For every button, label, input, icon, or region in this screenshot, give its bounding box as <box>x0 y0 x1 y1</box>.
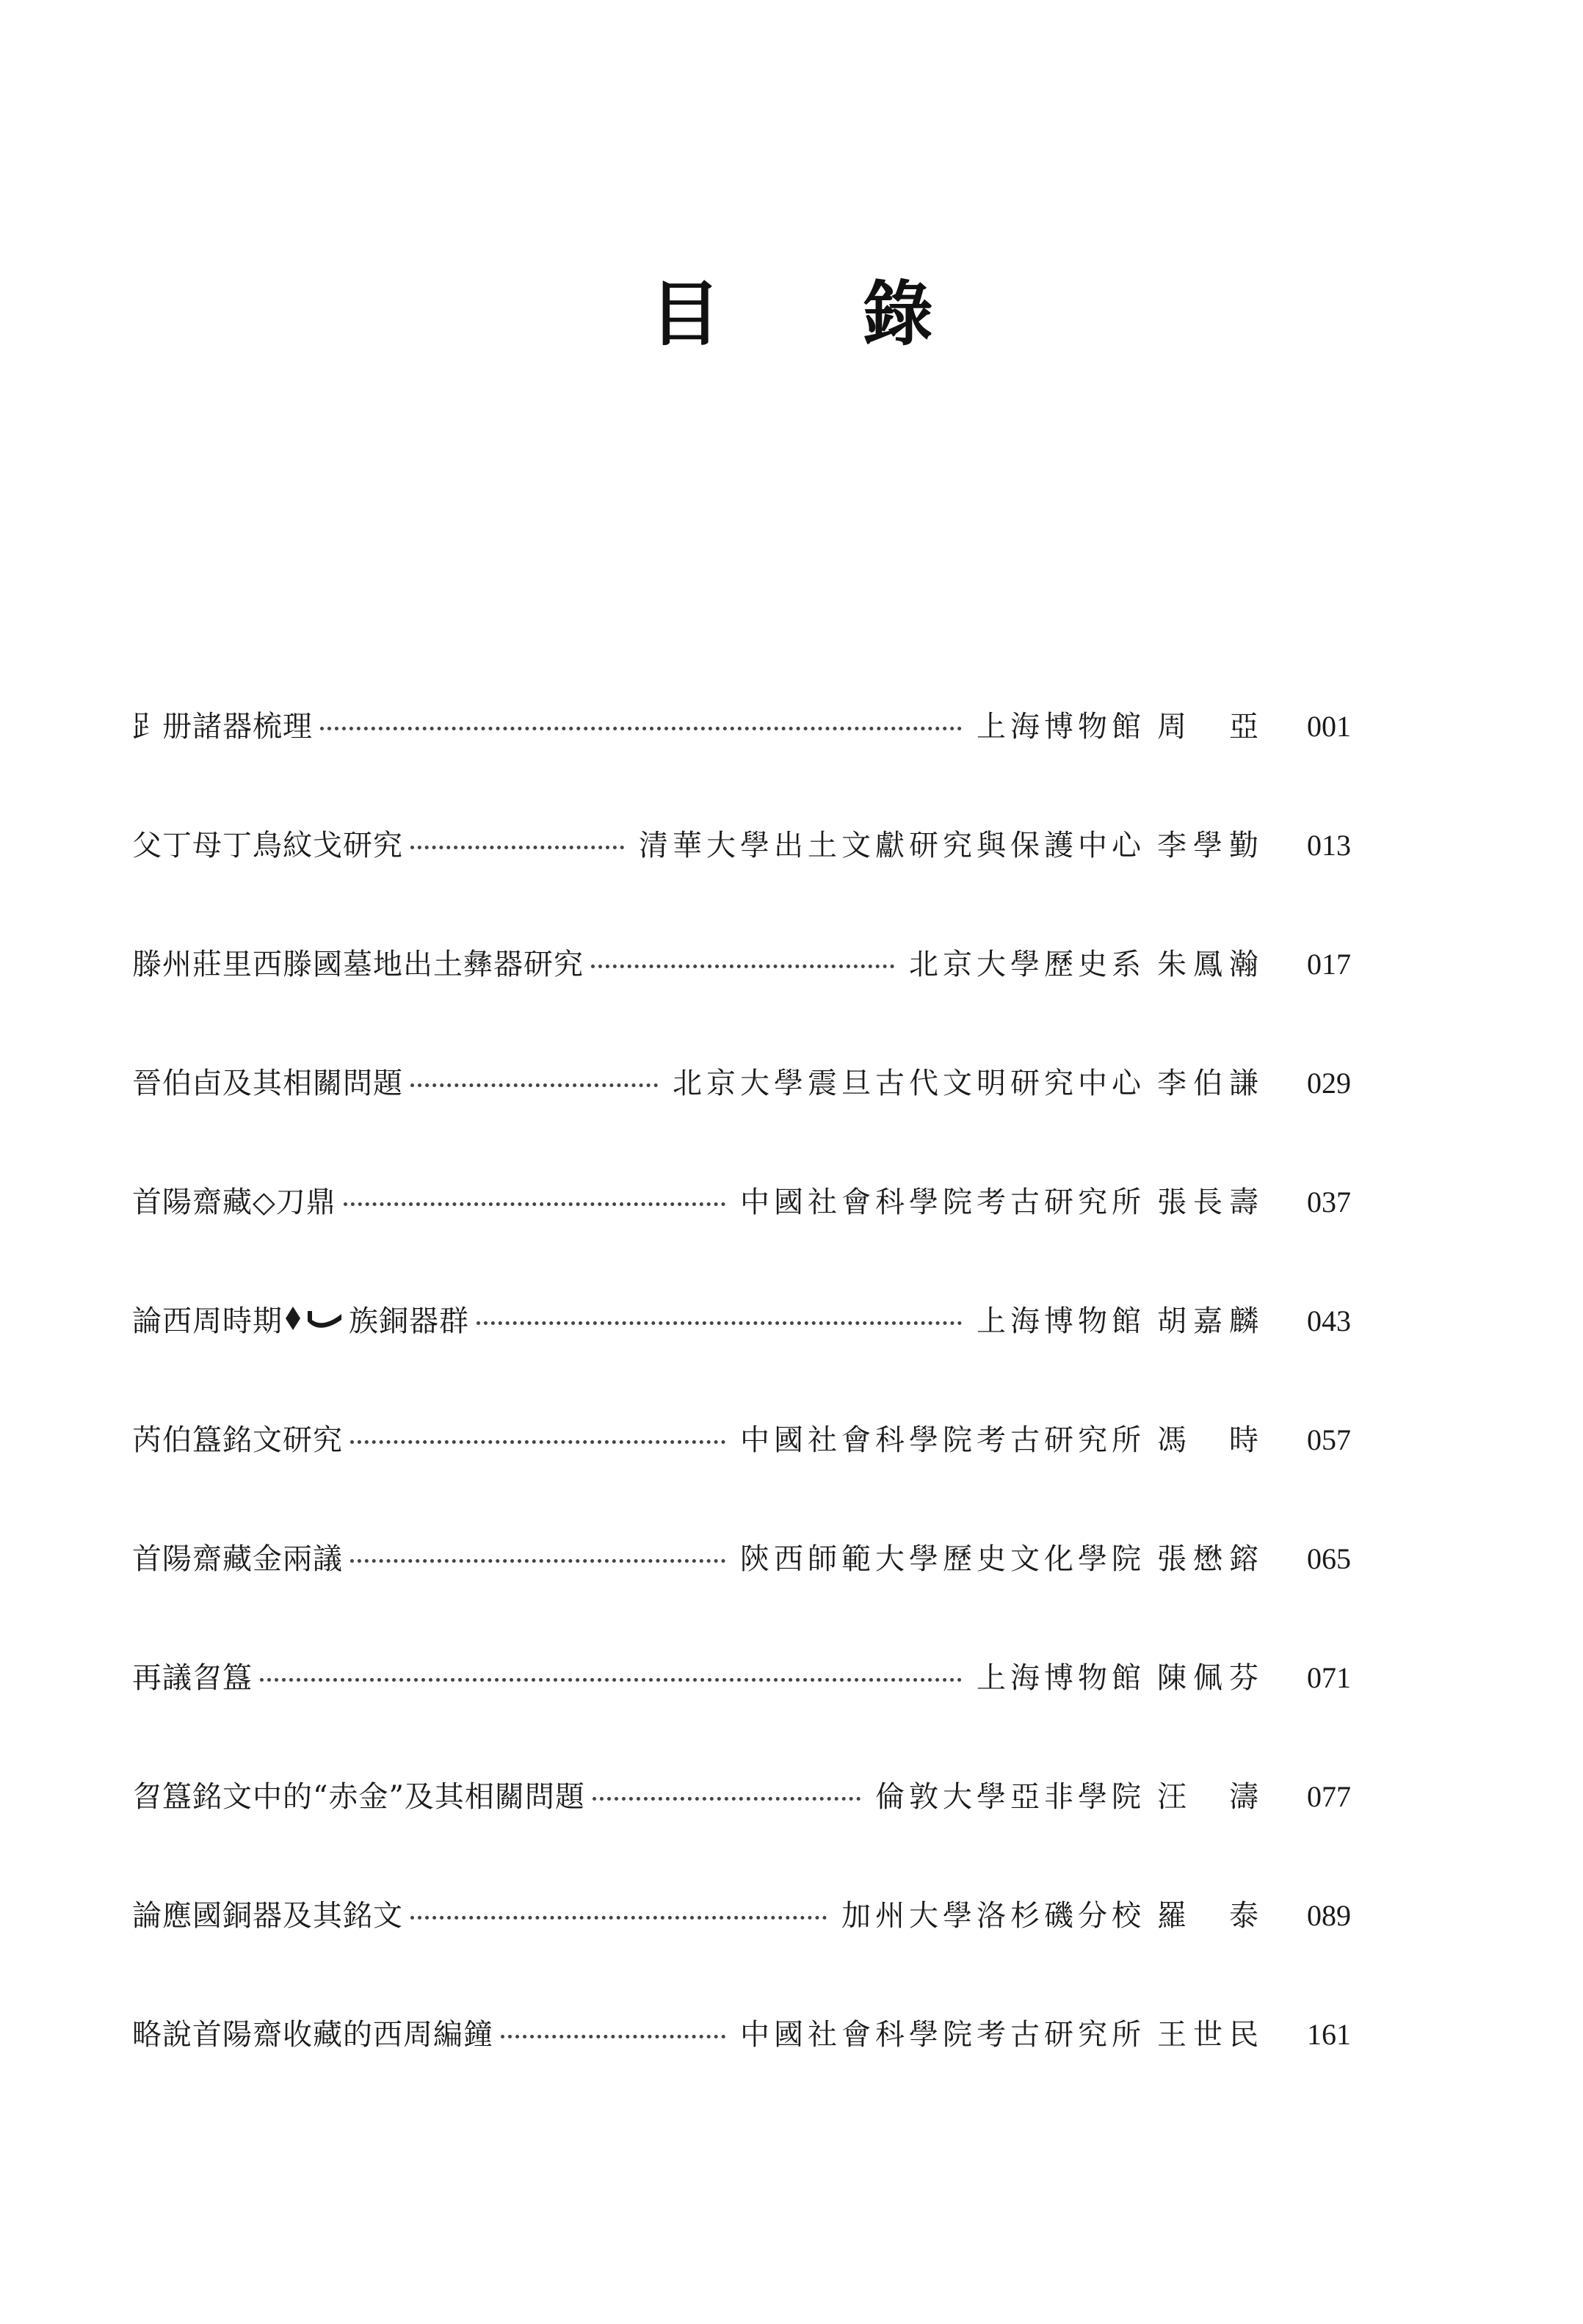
entry-author: 朱鳳瀚 <box>1157 948 1260 981</box>
entry-author: 陳佩芬 <box>1157 1661 1260 1695</box>
entry-page-number: 017 <box>1307 948 1351 981</box>
entry-title: 芮伯簋銘文研究 <box>132 1423 343 1457</box>
entry-title-part: 論西周時期 <box>132 1304 283 1338</box>
toc-entry[interactable] <box>132 1418 1351 1537</box>
entry-affiliation: 倫敦大學亞非學院 <box>875 1780 1145 1814</box>
toc-entry[interactable] <box>132 824 1351 943</box>
entry-page-number: 013 <box>1307 829 1351 862</box>
toc-entry[interactable] <box>132 1299 1351 1418</box>
entry-author: 周 亞 <box>1157 710 1260 744</box>
entry-affiliation: 北京大學震旦古代文明研究中心 <box>673 1067 1145 1100</box>
entry-title: 父丁母丁鳥紋戈研究 <box>132 829 403 863</box>
dot-leader <box>410 846 624 849</box>
entry-author: 羅 泰 <box>1157 1899 1260 1933</box>
entry-title: 再議曶簋 <box>132 1661 253 1695</box>
entry-title: 論應國銅器及其銘文 <box>132 1899 403 1933</box>
dot-leader <box>410 1083 658 1087</box>
entry-affiliation: 中國社會科學院考古研究所 <box>740 1185 1145 1219</box>
entry-author: 張懋鎔 <box>1157 1542 1260 1576</box>
entry-affiliation: 陝西師範大學歷史文化學院 <box>740 1542 1145 1576</box>
entry-affiliation: 清華大學出土文獻研究與保護中心 <box>639 829 1145 863</box>
dot-leader <box>350 1559 725 1563</box>
toc-entry[interactable] <box>132 1894 1351 2013</box>
dot-leader <box>320 727 962 730</box>
entry-page-number: 057 <box>1307 1423 1351 1456</box>
entry-page-number: 065 <box>1307 1542 1351 1575</box>
entry-affiliation: 上海博物館 <box>977 1661 1145 1695</box>
entry-page-number: 029 <box>1307 1067 1351 1100</box>
toc-entry[interactable] <box>132 1537 1351 1656</box>
entry-title: 𧾷册諸器梳理 <box>132 710 313 744</box>
entry-page-number: 161 <box>1307 2018 1351 2051</box>
dot-leader <box>260 1678 962 1682</box>
entry-title: 曶簋銘文中的“赤金”及其相關問題 <box>132 1780 585 1814</box>
table-of-contents <box>132 705 1351 2132</box>
entry-author: 汪 濤 <box>1157 1780 1260 1814</box>
dot-leader <box>501 2035 725 2038</box>
entry-title: 首陽齋藏◇刀鼎 <box>132 1185 336 1219</box>
entry-author: 胡嘉麟 <box>1157 1304 1260 1338</box>
toc-entry[interactable] <box>132 2013 1351 2132</box>
entry-affiliation: 中國社會科學院考古研究所 <box>740 2018 1145 2052</box>
entry-author: 李伯謙 <box>1157 1067 1260 1100</box>
entry-title: 首陽齋藏金兩議 <box>132 1542 343 1576</box>
entry-author: 李學勤 <box>1157 829 1260 863</box>
toc-entry[interactable] <box>132 1061 1351 1180</box>
entry-affiliation: 上海博物館 <box>977 1304 1145 1338</box>
entry-affiliation: 北京大學歷史系 <box>909 948 1145 981</box>
dot-leader <box>477 1321 962 1325</box>
dot-leader <box>593 1797 861 1801</box>
toc-entry[interactable] <box>132 1775 1351 1894</box>
toc-entry[interactable] <box>132 1180 1351 1299</box>
entry-affiliation: 上海博物館 <box>977 710 1145 744</box>
clan-emblem-glyph-icon <box>283 1301 349 1346</box>
entry-page-number: 001 <box>1307 710 1351 743</box>
dot-leader <box>344 1202 725 1206</box>
entry-affiliation: 中國社會科學院考古研究所 <box>740 1423 1145 1457</box>
entry-page-number: 043 <box>1307 1304 1351 1337</box>
dot-leader <box>350 1440 725 1444</box>
entry-title: 晉伯卣及其相關問題 <box>132 1067 403 1100</box>
entry-page-number: 071 <box>1307 1661 1351 1694</box>
page-title: 目 錄 <box>650 272 992 355</box>
entry-author: 張長壽 <box>1157 1185 1260 1219</box>
toc-entry[interactable] <box>132 705 1351 824</box>
toc-entry[interactable] <box>132 943 1351 1061</box>
entry-author: 王世民 <box>1157 2018 1260 2052</box>
dot-leader <box>591 965 894 968</box>
entry-page-number: 077 <box>1307 1780 1351 1813</box>
entry-affiliation: 加州大學洛杉磯分校 <box>841 1899 1145 1933</box>
entry-title-part: 族銅器群 <box>349 1304 469 1338</box>
entry-title: 略說首陽齋收藏的西周編鐘 <box>132 2018 493 2052</box>
entry-author: 馮 時 <box>1157 1423 1260 1457</box>
entry-page-number: 089 <box>1307 1899 1351 1932</box>
entry-title <box>132 1299 469 1346</box>
dot-leader <box>410 1916 827 1920</box>
entry-page-number: 037 <box>1307 1185 1351 1219</box>
entry-title: 滕州莊里西滕國墓地出土彝器研究 <box>132 948 584 981</box>
toc-entry[interactable] <box>132 1656 1351 1775</box>
